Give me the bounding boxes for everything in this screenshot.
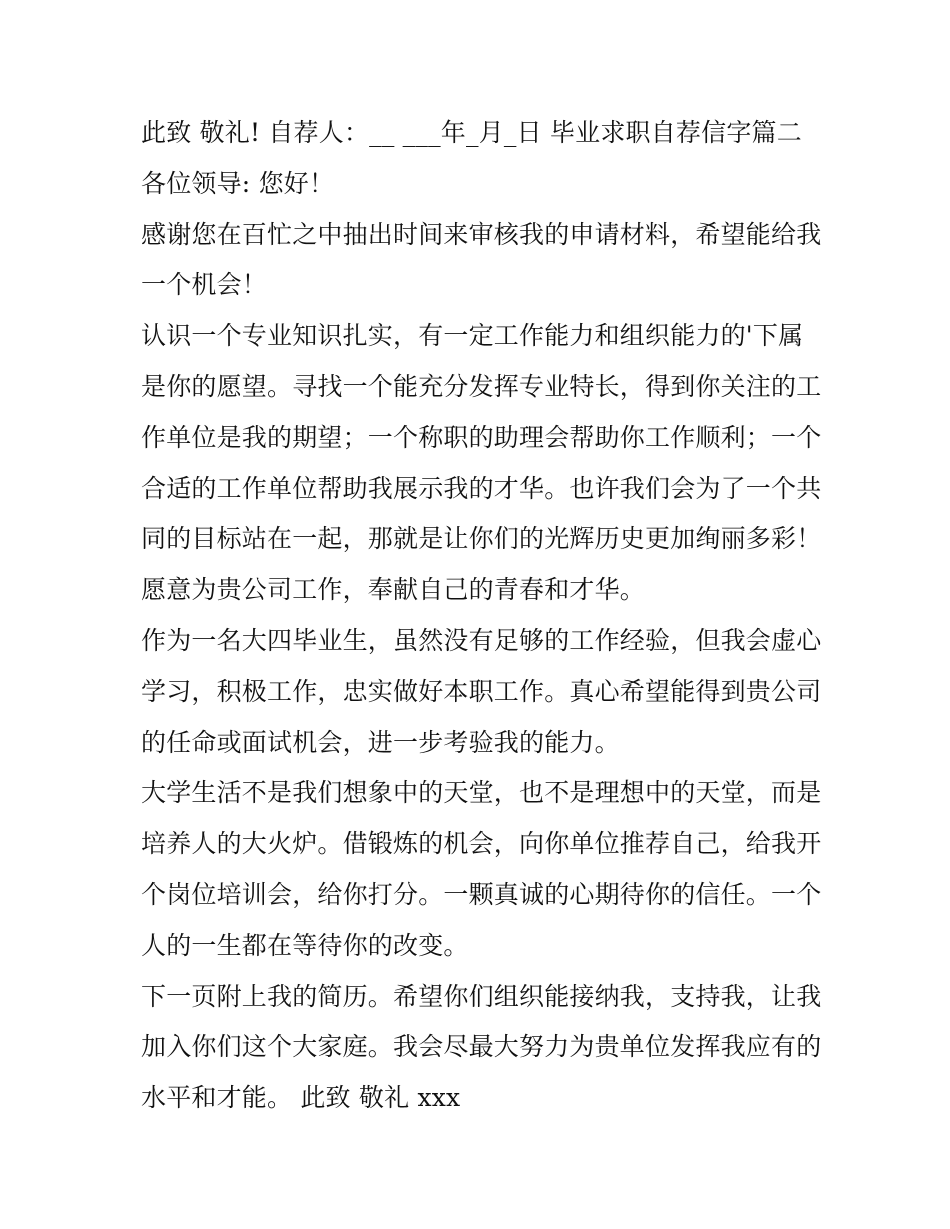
text-line: 水平和才能。 此致 敬礼 xxx — [141, 1083, 461, 1113]
text-line: 学习，积极工作，忠实做好本职工作。真心希望能得到贵公司 — [141, 676, 822, 706]
text-line: 大学生活不是我们想象中的天堂，也不是理想中的天堂，而是 — [141, 778, 822, 808]
text-line: 合适的工作单位帮助我展示我的才华。也许我们会为了一个共 — [141, 473, 822, 503]
text-line: 同的目标站在一起，那就是让你们的光辉历史更加绚丽多彩！ — [141, 524, 822, 554]
text-line: 各位领导: 您好！ — [141, 168, 335, 198]
text-line: 培养人的大火炉。借锻炼的机会，向你单位推荐自己，给我开 — [141, 829, 822, 859]
text-line: 人的一生都在等待你的改变。 — [141, 930, 469, 960]
text-line: 认识一个专业知识扎实，有一定工作能力和组织能力的'下属 — [141, 321, 804, 351]
letter-body — [141, 108, 821, 1124]
text-line: 下一页附上我的简历。希望你们组织能接纳我，支持我，让我 — [141, 981, 822, 1011]
text-line: 一个机会！ — [141, 270, 268, 300]
text-line: 愿意为贵公司工作，奉献自己的青春和才华。 — [141, 575, 646, 605]
text-line: 加入你们这个大家庭。我会尽最大努力为贵单位发挥我应有的 — [141, 1032, 822, 1062]
text-line: 此致 敬礼! 自荐人：__ ___年_月_日 毕业求职自荐信字篇二 — [141, 118, 802, 147]
text-line: 是你的愿望。寻找一个能充分发挥专业特长，得到你关注的工 — [141, 371, 822, 401]
text-line: 作单位是我的期望；一个称职的助理会帮助你工作顺利；一个 — [141, 422, 822, 452]
text-line: 的任命或面试机会，进一步考验我的能力。 — [141, 727, 620, 757]
text-line: 感谢您在百忙之中抽出时间来审核我的申请材料，希望能给我 — [141, 219, 822, 249]
text-line: 作为一名大四毕业生，虽然没有足够的工作经验，但我会虚心 — [141, 625, 822, 655]
text-line: 个岗位培训会，给你打分。一颗真诚的心期待你的信任。一个 — [141, 879, 822, 909]
